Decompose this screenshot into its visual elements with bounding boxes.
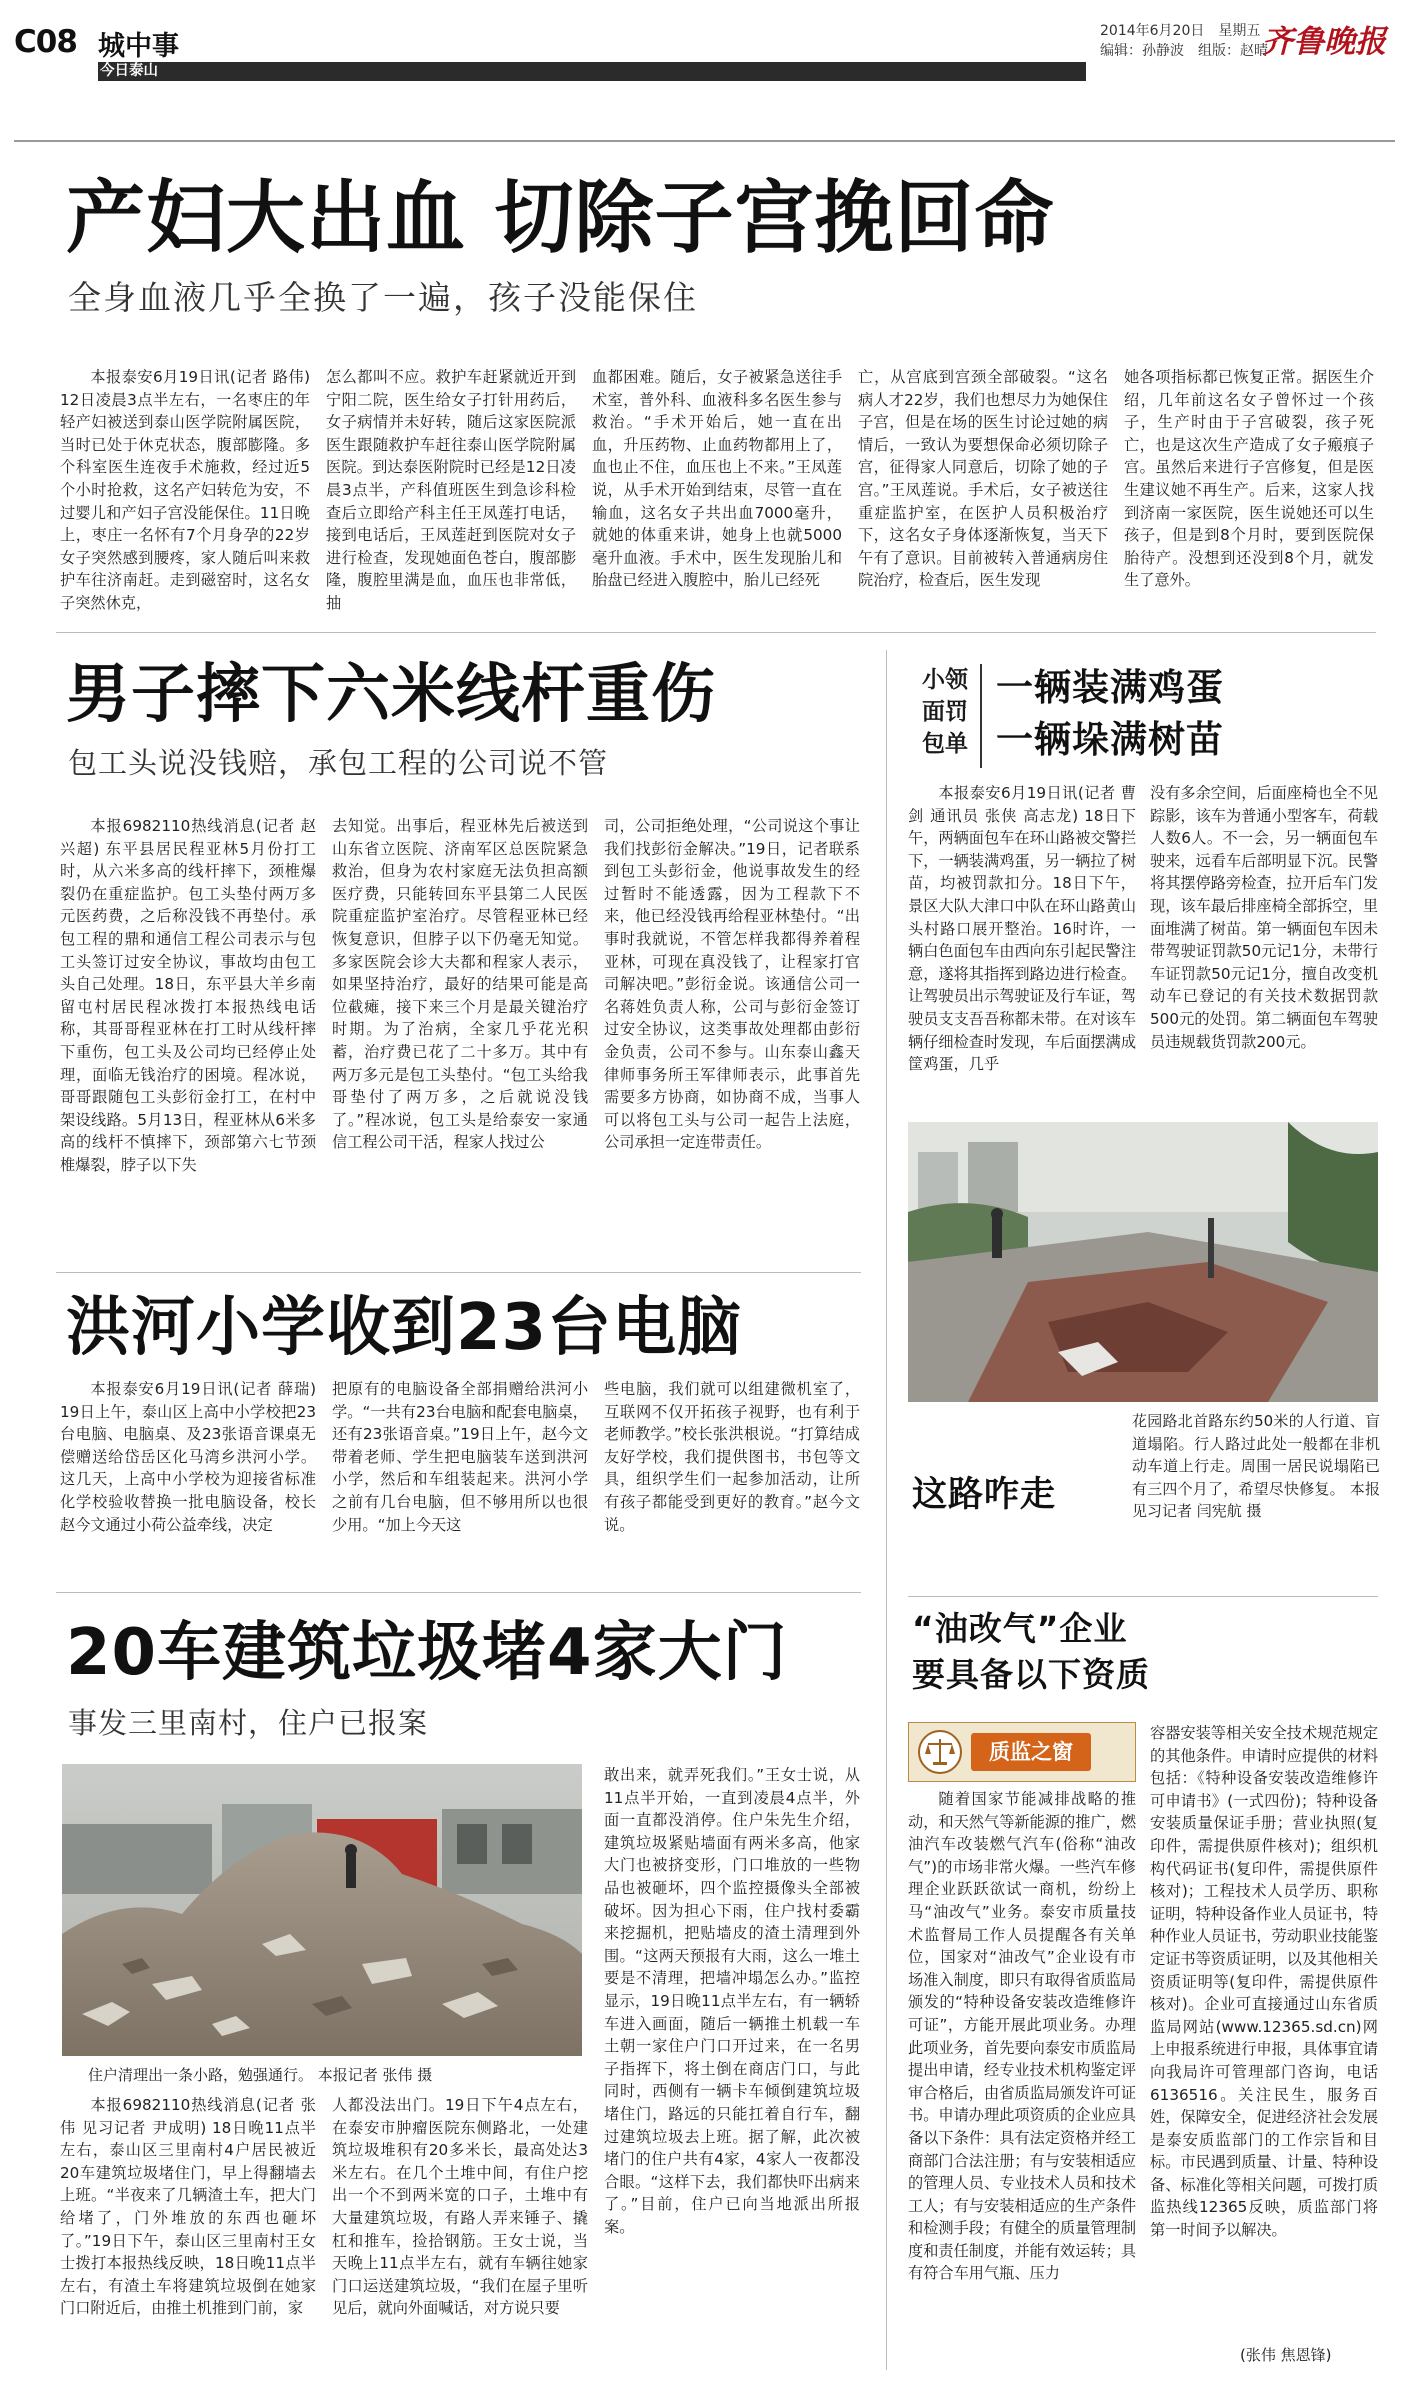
subhead-postpartum-hemorrhage: 全身血液几乎全换了一遍，孩子没能保住 (68, 278, 698, 317)
headline-gas-conversion-1: “油改气”企业 (912, 1609, 1128, 1648)
rubble-photo-illustration (62, 1764, 582, 2056)
a2-bottom-rule (56, 1272, 861, 1273)
a4-column-2: 人都没法出门。19日下午4点左右，在泰安市肿瘤医院东侧路北，一处建筑垃圾堆积有20多米长，最高处达3米左右。在几个土堆中间，有住户挖出一个不到两米宽的口子，土堆中有大量建筑垃圾，有路人弄来锤子、撬杠和推车，捡拾钢筋。王女士说，当天晚上11点半左右，就有车辆往她家门口运送建筑垃圾，“我们在屋子里听见后，就向外面喊话，对方说只要 (332, 2096, 588, 2318)
page-header (0, 0, 1409, 140)
issue-date: 2014年6月20日 星期五 (1100, 23, 1261, 39)
headline-van-saplings: 一辆垛满树苗 (996, 718, 1224, 761)
section-name: 城中事 (98, 31, 179, 62)
subhead-construction-waste: 事发三里南村，住户已报案 (68, 1706, 429, 1740)
box-kicker (922, 664, 982, 768)
headline-postpartum-hemorrhage: 产妇大出血 切除子宫挽回命 (66, 172, 1055, 264)
scales-icon (917, 1729, 963, 1775)
a2-column-2: 去知觉。出事后，程亚林先后被送到山东省立医院、济南军区总医院紧急救治，但身为农村家庭无法负担高额医疗费，只能转回东平县第二人民医院重症监护室治疗。尽管程亚林已经恢复意识，但脖子以下仍毫无知觉。多家医院会诊大夫都和程家人表示，如果坚持治疗，最好的结果可能是高位截瘫，接下来三个月是最关键治疗时期。为了治病，全家几乎花光积蓄，治疗费已花了二十多万。其中有两万多元是包工头垫付。“包工头给我哥垫付了两万多，之后就说没钱了。”程冰说，包工头是给泰安一家通信工程公司干活，程家人找过公 (332, 817, 588, 1152)
photo-collapsed-sidewalk (908, 1122, 1378, 1402)
a1-column-5: 她各项指标都已恢复正常。据医生介绍，几年前这名女子曾怀过一个孩子，生产时由于子宫破裂，孩子死亡，也是这次生产造成了女子瘢痕子宫。虽然后来进行子宫修复，但是医生建议她不再生产。后来，这家人找到济南一家医院，医生说她还可以生孩子，但是到8个月时，要到医院保胎待产。没想到还没到8个月，就发生了意外。 (1124, 368, 1374, 590)
a4-column-3: 敢出来，就弄死我们。”王女士说，从11点半开始，一直到凌晨4点半，外面一直都没消停。住户朱先生介绍，建筑垃圾紧贴墙面有两米多高，他家大门也被挤变形，门口堆放的一些物品也被砸坏，四个监控摄像头全部被破坏。因为担心下雨，住户找村委霸来挖掘机，把贴墙皮的渣土清理到外围。“这两天预报有大雨，这么一堆土要是不清理，把墙冲塌怎么办。”监控显示，19日晚11点半左右，有一辆轿车进入画面，随后一辆推土机载一车土朝一家住户门口开过来，在一名男子指挥下，将土倒在商店门口，与此同时，西侧有一辆卡车倾倒建筑垃圾堵住门，路远的只能扛着自行车，翻过建筑垃圾去上班。据了解，此次被堵门的住户共有4家，4家人一夜都没合眼。“这样下去，我们都快吓出病来了。”目前，住户已向当地派出所报案。 (604, 1766, 860, 2236)
box-column-2: 没有多余空间，后面座椅也全不见踪影，该车为普通小型客车，荷载人数6人。不一会，另一辆面包车驶来，远看车后部明显下沉。民警将其摆停路旁检查，拉开后车门发现，该车最后排座椅全部拆空，里面堆满了树苗。第一辆面包车因未带驾驶证罚款50元记1分，未带行车证罚款50元记1分，擅自改变机动车已登记的有关技术数据罚款500元的处罚。第二辆面包车驾驶员违规载货罚款200元。 (1150, 784, 1378, 1051)
column-divider (886, 650, 887, 2370)
headline-gas-conversion-2: 要具备以下资质 (912, 1655, 1150, 1694)
box-kicker-line-2: 面罚 (922, 698, 968, 725)
a1-column-3: 血都困难。随后，女子被紧急送往手术室，普外科、血液科多名医生参与救治。“手术开始后，她一直在出血，升压药物、止血药物都用上了，血也止不住，血压也上不来。”王凤莲说，从手术开始到结束，尽管一直在输血，这名女子共出血7000毫升，就她的体重来讲，她身上也就5000毫升血液。手术中，医生发现胎儿和胎盘已经进入腹腔中，胎儿已经死 (592, 368, 842, 590)
photo-construction-waste (62, 1764, 582, 2056)
gas-column-2: 容器安装等相关安全技术规范规定的其他条件。申请时应提供的材料包括：《特种设备安装改造维修许可申请书》(一式四份)；特种设备安装质量保证手册；营业执照(复印件，需提供原件核对)；组织机构代码证书(复印件，需提供原件核对)；工程技术人员学历、职称证明，特种设备作业人员证书，特种作业人员证书，劳动职业技能鉴定证书等资质证明，以及其他相关资质证明等(复印件，需提供原件核对)。企业可直接通过山东省质监局网站(www.12365.sd.cn)网上申报系统进行申报，具体事宜请向我局许可管理部门咨询，电话6136516。关注民生，服务百姓，保障安全，促进经济社会发展是泰安质监部门的工作宗旨和目标。市民遇到质量、计量、特种设备、标准化等相关问题，可拨打质监热线12365反映，质监部门将第一时间予以解决。 (1150, 1724, 1378, 2240)
editors-line: 编辑：孙静波 组版：赵晴 (1100, 43, 1268, 59)
a2-column-3: 司，公司拒绝处理，“公司说这个事让我们找彭衍金解决。”19日，记者联系到包工头彭衍金，他说事故发生的经过暂时不能透露，因为工程款下不来，他已经没钱再给程亚林垫付。“出事时我就说，不管怎样我都得养着程亚林，可现在真没钱了，让程家打官司解决吧。”彭衍金说。该通信公司一名蒋姓负责人称，公司与彭衍金签订过安全协议，这类事故处理都由彭衍金负责，公司不参与。山东泰山鑫天律师事务所王军律师表示，此事首先需要多方协商，如协商不成，当事人可以将包工头与公司一起告上法庭，公司承担一定连带责任。 (604, 817, 860, 1152)
a1-column-4: 亡，从宫底到宫颈全部破裂。“这名病人才22岁，我们也想尽力为她保住子宫，但是在场的医生讨论过她的病情后，一致认为要想保命必须切除子宫，征得家人同意后，切除了她的子宫。”王凤莲说。手术后，女子被送往重症监护室，在医护人员积极治疗下，这名女子身体逐渐恢复，当天下午有了意识。目前被转入普通病房住院治疗，检查后，医生发现 (858, 368, 1108, 590)
quality-window-label: 质监之窗 (971, 1733, 1091, 1771)
a1-bottom-rule (56, 632, 1376, 633)
a1-column-2: 怎么都叫不应。救护车赶紧就近开到宁阳二院，医生给女子打针用药后，女子病情并未好转，随后这家医院派医生跟随救护车赶往泰山医学院附属医院。到达泰医附院时已经是12日凌晨3点半，产科值班医生到急诊科检查后立即给产科主任王凤莲打电话，接到电话后，王凤莲赶到医院对女子进行检查，发现她面色苍白，腹部膨隆，腹腔里满是血，血压也非常低，抽 (326, 368, 576, 612)
header-bar (98, 62, 1086, 81)
gas-column-1: 随着国家节能减排战略的推动，和天然气等新能源的推广，燃油汽车改装燃气汽车(俗称“油改气”)的市场非常火爆。一些汽车修理企业跃跃欲试一商机，纷纷上马“油改气”业务。泰安市质量技术监督局工作人员提醒各有关单位，国家对“油改气”企业设有市场准入制度，即只有取得省质监局颁发的“特种设备安装改造维修许可证”，方能开展此项业务。办理此项业务，首先要向泰安市质监局提出申请，经专业技术机构鉴定评审合格后，由省质监局颁发许可证书。申请办理此项资质的企业应具备以下条件：具有法定资格并经工商部门合法注册；有与安装相适应的管理人员、专业技术人员和技术工人；有与安装相适应的生产条件和检测手段；有健全的质量管理制度和责任制度，并能有效运转；具有符合车用气瓶、压力 (908, 1790, 1136, 2283)
headline-construction-waste: 20车建筑垃圾堵4家大门 (66, 1616, 788, 1690)
a3-bottom-rule (56, 1592, 861, 1593)
box-kicker-line-1: 小领 (922, 666, 968, 693)
a3-column-3: 些电脑，我们就可以组建微机室了，互联网不仅开拓孩子视野，也有利于老师教学。”校长张洪根说。“打算结成友好学校，我们提供图书，书包等文具，组织学生们一起参加活动，让所有孩子都能受到更好的教育。”赵今文说。 (604, 1380, 860, 1534)
gas-byline: (张伟 焦恩锋) (1240, 2346, 1332, 2364)
sidewalk-photo-illustration (908, 1122, 1378, 1402)
newspaper-logo: 齐鲁晚报 (1262, 24, 1386, 60)
a1-column-1: 本报泰安6月19日讯(记者 路伟) 12日凌晨3点半左右，一名枣庄的年轻产妇被送到泰山医学院附属医院，当时已处于休克状态，腹部膨隆。多个科室医生连夜手术施救，经过近5个小时抢救，这名产妇转危为安，不过婴儿和产妇子宫没能保住。11日晚上，枣庄一名怀有7个月身孕的22岁女子突然感到腰疼，家人随后叫来救护车往济南赶。走到磁窑时，这名女子突然休克， (60, 368, 310, 612)
a3-column-2: 把原有的电脑设备全部捐赠给洪河小学。“一共有23台电脑和配套电脑桌，还有23张语音桌。”19日上午，赵今文带着老师、学生把电脑装车送到洪河小学，然后和车组装起来。洪河小学之前有几台电脑，但不够用所以也很少用。“加上今天这 (332, 1380, 588, 1534)
a3-column-1: 本报泰安6月19日讯(记者 薛瑞) 19日上午，泰山区上高中小学校把23台电脑、电脑桌、及23张语音课桌无偿赠送给岱岳区化马湾乡洪河小学。这几天，上高中小学校为迎接省标准化学校验收替换一批电脑设备，校长赵今文通过小荷公益牵线，决定 (60, 1380, 316, 1534)
a4-column-1: 本报6982110热线消息(记者 张伟 见习记者 尹成明) 18日晚11点半左右，泰山区三里南村4户居民被近20车建筑垃圾堵住门，早上得翻墙去上班。“半夜来了几辆渣土车，把大门给堵了，门外堆放的东西也砸坏了。”19日下午，泰山区三里南村王女士拨打本报热线反映，18日晚11点半左右，有渣土车将建筑垃圾倒在她家门口附近后，由推土机推到门前，家 (60, 2096, 316, 2318)
box-column-1: 本报泰安6月19日讯(记者 曹剑 通讯员 张侠 高志龙) 18日下午，两辆面包车在环山路被交警拦下，一辆装满鸡蛋，另一辆拉了树苗，均被罚款扣分。18日下午，景区大队大津口中队在环山路黄山头村路口展开整治。16时许，一辆白色面包车由西向东引起民警注意，遂将其指挥到路边进行检查。让驾驶员出示驾驶证及行车证，驾驶员支支吾吾称都未带。在对该车辆仔细检查时发现，车后面摆满成筐鸡蛋，几乎 (908, 784, 1136, 1074)
a2-column-1: 本报6982110热线消息(记者 赵兴超) 东平县居民程亚林5月份打工时，从六米多高的线杆摔下，颈椎爆裂仍在重症监护。包工头垫付两万多元医药费，之后称没钱不再垫付。承包工程的鼎和通信工程公司表示与包工头签订过安全协议，事故均由包工头自己处理。18日，东平县大羊乡南留屯村居民程冰拨打本报热线电话称，其哥哥程亚林在打工时从线杆摔下重伤，包工头及公司均已经停止处理，面临无钱治疗的困境。程冰说，哥哥跟随包工头彭衍金打工，在村中架设线路。5月13日，程亚林从6米多高的线杆不慎摔下，颈部第六七节颈椎爆裂，脖子以下失 (60, 817, 316, 1174)
quality-window-banner (908, 1722, 1136, 1782)
caption-construction-waste: 住户清理出一条小路，勉强通行。 本报记者 张伟 摄 (88, 2066, 433, 2084)
box-kicker-line-3: 包单 (922, 730, 968, 757)
page-number: C08 (14, 24, 77, 60)
headline-fall-injury: 男子摔下六米线杆重伤 (66, 658, 716, 732)
road-bottom-rule (908, 1596, 1378, 1597)
subhead-fall-injury: 包工头说没钱赔，承包工程的公司说不管 (68, 746, 609, 780)
headline-road-question: 这路咋走 (912, 1475, 1057, 1515)
top-rule (14, 140, 1395, 142)
subsection-name: 今日泰山 (100, 63, 158, 79)
headline-school-computers: 洪河小学收到23台电脑 (66, 1291, 743, 1365)
caption-collapsed-sidewalk: 花园路北首路东约50米的人行道、盲道塌陷。行人路过此处一般都在非机动车道上行走。周围一居民说塌陷已有三四个月了，希望尽快修复。 本报见习记者 闫宪航 摄 (1132, 1412, 1380, 1521)
headline-van-eggs: 一辆装满鸡蛋 (996, 666, 1224, 709)
